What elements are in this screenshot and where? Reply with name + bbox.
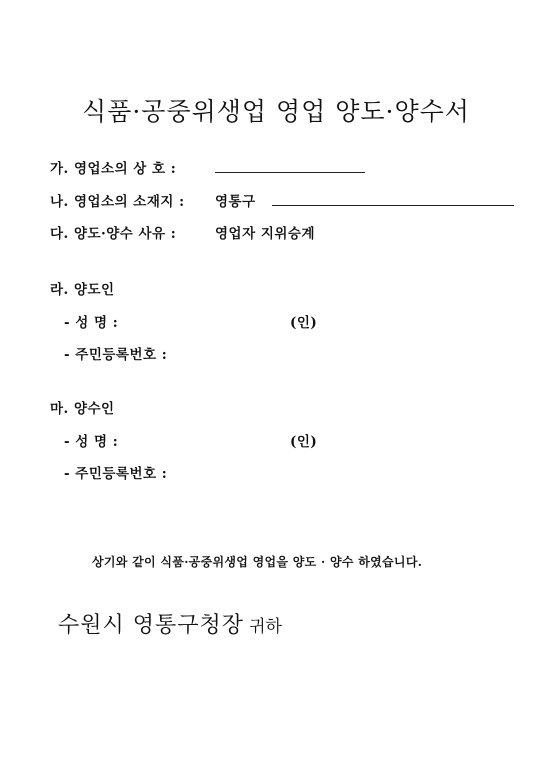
location-district: 영통구 — [215, 194, 256, 210]
transferee-id-label: - 주민등록번호 : — [64, 466, 168, 482]
transferee-name-label: - 성 명 : — [64, 434, 119, 450]
location-label: 나. 영업소의 소재지 : — [50, 194, 185, 210]
declaration-statement: 상기와 같이 식품·공중위생업 영업을 양도 · 양수 하였습니다. — [92, 555, 423, 569]
reason-value: 영업자 지위승계 — [215, 226, 315, 242]
addressee-office: 수원시 영통구청장 — [58, 613, 245, 638]
transferor-id-label: - 주민등록번호 : — [64, 347, 168, 363]
business-name-label: 가. 영업소의 상 호 : — [50, 161, 177, 177]
transferor-seal: (인) — [290, 315, 318, 331]
reason-label: 다. 양도·양수 사유 : — [50, 226, 177, 242]
transferor-name-label: - 성 명 : — [64, 315, 119, 331]
transferee-seal: (인) — [290, 434, 318, 450]
addressee — [58, 608, 282, 639]
document-title: 식품·공중위생업 영업 양도·양수서 — [82, 97, 470, 126]
business-name-blank[interactable] — [215, 172, 365, 173]
transferor-heading: 라. 양도인 — [50, 282, 115, 298]
addressee-honorific: 귀하 — [249, 617, 282, 637]
transferee-heading: 마. 양수인 — [50, 401, 115, 417]
location-blank[interactable] — [272, 205, 514, 206]
